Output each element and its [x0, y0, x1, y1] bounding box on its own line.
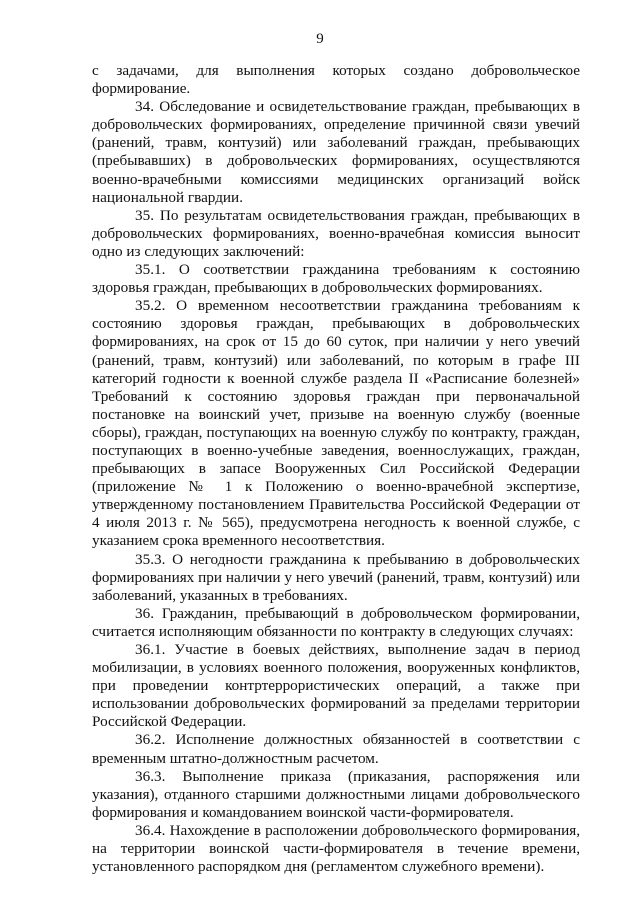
paragraph-35-3: 35.3. О негодности гражданина к пребыванию в добровольческих формированиях при наличии у него увечий (ранений, травм, контузий) или заболеваний, указанных в требованиях. [92, 550, 580, 604]
paragraph-35-1: 35.1. О соответствии гражданина требованиям к состоянию здоровья граждан, пребывающих в добровольческих формированиях. [92, 261, 580, 297]
paragraph-36-2: 36.2. Исполнение должностных обязанностей в соответствии с временным штатно-должностным расчетом. [92, 731, 580, 767]
paragraph-34: 34. Обследование и освидетельствование граждан, пребывающих в добровольческих формированиях, определение причинной связи увечий (ранений, травм, контузий) или заболеваний граждан, пребывающих (пребывавших) в добровольческих формированиях, осуществляются военно-врачебными комиссиями медицинских организаций войск национальной гвардии. [92, 98, 580, 206]
paragraph-36-1: 36.1. Участие в боевых действиях, выполнение задач в период мобилизации, в условиях военного положения, вооруженных конфликтов, при проведении контртеррористических операций, а также при использовании добровольческих формирований за пределами территории Российской Федерации. [92, 641, 580, 731]
paragraph-35: 35. По результатам освидетельствования граждан, пребывающих в добровольческих формированиях, военно-врачебная комиссия выносит одно из следующих заключений: [92, 206, 580, 260]
page-number: 9 [316, 31, 324, 47]
paragraph-continuation: с задачами, для выполнения которых создано добровольческое формирование. [92, 62, 580, 98]
paragraph-36-3: 36.3. Выполнение приказа (приказания, распоряжения или указания), отданного старшими должностными лицами добровольческого формирования и командованием воинской части-формирователя. [92, 767, 580, 821]
document-body [92, 62, 580, 876]
paragraph-36-4: 36.4. Нахождение в расположении добровольческого формирования, на территории воинской части-формирователя в течение времени, установленного распорядком дня (регламентом служебного времени). [92, 821, 580, 876]
paragraph-35-2: 35.2. О временном несоответствии гражданина требованиям к состоянию здоровья граждан, пребывающих в добровольческих формированиях, на срок от 15 до 60 суток, при наличии у него увечий (ранений, травм, контузий) или заболеваний, по которым в графе III категорий годности к военной службе раздела II «Расписание болезней» Требований к состоянию здоровья граждан при первоначальной постановке на воинский учет, призыве на военную службу (военные сборы), граждан, поступающих на военную службу по контракту, граждан, поступающих в военно-учебные заведения, военнослужащих, граждан, пребывающих в запасе Вооруженных Сил Российской Федерации (приложение № 1 к Положению о военно-врачебной экспертизе, утвержденному постановлением Правительства Российской Федерации от 4 июля 2013 г. № 565), предусмотрена негодность к военной службе, с указанием срока временного несоответствия. [92, 297, 580, 550]
paragraph-36: 36. Гражданин, пребывающий в добровольческом формировании, считается исполняющим обязанности по контракту в следующих случаях: [92, 604, 580, 640]
